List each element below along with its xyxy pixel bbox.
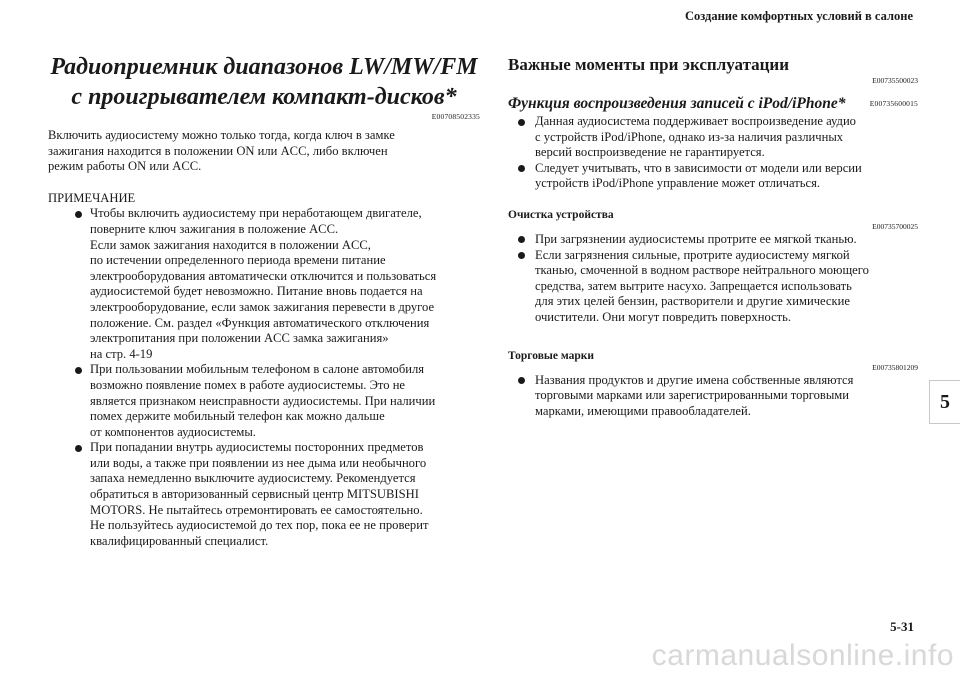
bullet-item — [508, 248, 918, 326]
cleaning-heading: Очистка устройства — [508, 208, 614, 221]
bullet-line: с устройств iPod/iPhone, однако из-за наличия различных — [535, 129, 844, 144]
intro-line: зажигания находится в положении ON или ACC, либо включен — [48, 143, 388, 158]
page-header-title: Создание комфортных условий в салоне — [684, 9, 913, 23]
bullet-icon — [518, 165, 525, 172]
bullet-icon — [75, 211, 82, 218]
bullet-line: При загрязнении аудиосистемы протрите ее мягкой тканью. — [535, 231, 857, 246]
trademarks-section — [508, 349, 918, 420]
bullet-item — [48, 206, 480, 362]
bullet-item — [508, 232, 918, 248]
section-title-line2: с проигрывателем компакт-дисков* — [71, 84, 457, 110]
watermark: carmanualsonline.info — [651, 639, 954, 672]
bullet-line: положение. См. раздел «Функция автоматического отключения — [90, 315, 430, 330]
bullet-icon — [518, 236, 525, 243]
bullet-line: электрооборудования автоматически отключится и пользоваться — [90, 268, 437, 283]
bullet-line: является признаком неисправности аудиосистемы. При наличии — [90, 393, 436, 408]
bullet-line: При пользовании мобильным телефоном в салоне автомобиля — [90, 362, 425, 377]
section-code: E00708502335 — [431, 112, 480, 121]
bullet-line: марками, имеющими правообладателей. — [535, 403, 751, 418]
bullet-line: Данная аудиосистема поддерживает воспроизведение аудио — [535, 114, 856, 128]
trademarks-code: E00735801209 — [872, 362, 918, 372]
left-column — [48, 52, 480, 549]
bullet-line: поверните ключ зажигания в положение ACC. — [90, 221, 339, 236]
bullet-line: обратиться в авторизованный сервисный центр MITSUBISHI — [90, 487, 419, 502]
bullet-item — [508, 114, 918, 161]
bullet-line: устройств iPod/iPhone управление может отличаться. — [535, 176, 821, 191]
bullet-line: Если загрязнения сильные, протрите аудиосистему мягкой — [535, 247, 850, 262]
bullet-line: Чтобы включить аудиосистему при неработающем двигателе, — [90, 206, 422, 221]
bullet-line: или воды, а также при появлении из нее дыма или необычного — [90, 455, 427, 470]
bullet-line: Названия продуктов и другие имена собственные являются — [535, 372, 854, 387]
bullet-line: Не пользуйтесь аудиосистемой до тех пор, пока ее не проверит — [90, 518, 429, 533]
bullet-line: для этих целей бензин, растворители и другие химические — [535, 294, 850, 309]
ipod-heading: Функция воспроизведения записей с iPod/iPhone* — [508, 95, 846, 112]
bullet-line: помех держите мобильный телефон как можно дальше — [90, 409, 385, 424]
bullet-icon — [518, 252, 525, 259]
bullet-line: При попадании внутрь аудиосистемы посторонних предметов — [90, 440, 424, 455]
bullet-line: на стр. 4-19 — [90, 346, 153, 361]
right-column — [508, 54, 918, 419]
cleaning-section — [508, 208, 918, 326]
bullet-item — [48, 362, 480, 440]
cleaning-code: E00735700025 — [872, 221, 918, 231]
trademarks-heading: Торговые марки — [508, 349, 595, 362]
note-list — [48, 206, 480, 549]
section-title — [48, 52, 480, 112]
intro-line: режим работы ON или ACC. — [48, 159, 202, 174]
bullet-item — [48, 440, 480, 549]
bullet-line: тканью, смоченной в водном растворе нейтрального моющего — [535, 263, 869, 278]
bullet-line: электрооборудование, если замок зажигания перевести в другое — [90, 299, 435, 314]
bullet-line: аудиосистемой будет невозможно. Питание вновь подается на — [90, 284, 423, 299]
right-heading-code: E00735500023 — [872, 76, 918, 85]
bullet-line: MOTORS. Не пытайтесь отремонтировать ее самостоятельно. — [90, 502, 423, 517]
ipod-list — [508, 114, 918, 192]
bullet-line: электропитания при положении ACC замка зажигания» — [90, 331, 389, 346]
bullet-icon — [518, 377, 525, 384]
bullet-line: торговыми марками или зарегистрированными торговыми — [535, 388, 850, 403]
note-label: ПРИМЕЧАНИЕ — [48, 190, 136, 205]
bullet-line: очистители. Они могут повредить поверхность. — [535, 309, 792, 324]
trademarks-list — [508, 373, 918, 420]
cleaning-list — [508, 232, 918, 326]
bullet-line: возможно появление помех в работе аудиосистемы. Это не — [90, 377, 406, 392]
ipod-heading-row — [508, 94, 918, 114]
intro-paragraph — [48, 128, 480, 175]
ipod-code: E00735600015 — [869, 99, 918, 108]
bullet-line: от компонентов аудиосистемы. — [90, 424, 256, 439]
bullet-icon — [75, 367, 82, 374]
bullet-line: по истечении определенного периода времени питание — [90, 253, 386, 268]
bullet-icon — [75, 445, 82, 452]
bullet-line: Если замок зажигания находится в положении ACC, — [90, 237, 371, 252]
bullet-line: запаха немедленно выключите аудиосистему. Рекомендуется — [90, 471, 416, 486]
bullet-icon — [518, 119, 525, 126]
bullet-line: квалифицированный специалист. — [90, 533, 269, 548]
bullet-line: Следует учитывать, что в зависимости от модели или версии — [535, 160, 862, 175]
bullet-item — [508, 373, 918, 420]
bullet-line: версий воспроизведение не гарантируется. — [535, 145, 765, 160]
ipod-section — [508, 94, 918, 192]
bullet-line: средства, затем вытрите насухо. Запрещается использовать — [535, 278, 852, 293]
chapter-tab: 5 — [929, 380, 960, 424]
bullet-item — [508, 161, 918, 192]
right-heading: Важные моменты при эксплуатации — [508, 55, 790, 74]
page-number: 5-31 — [890, 619, 914, 634]
section-title-line1: Радиоприемник диапазонов LW/MW/FM — [50, 54, 478, 80]
intro-line: Включить аудиосистему можно только тогда, когда ключ в замке — [48, 128, 395, 142]
